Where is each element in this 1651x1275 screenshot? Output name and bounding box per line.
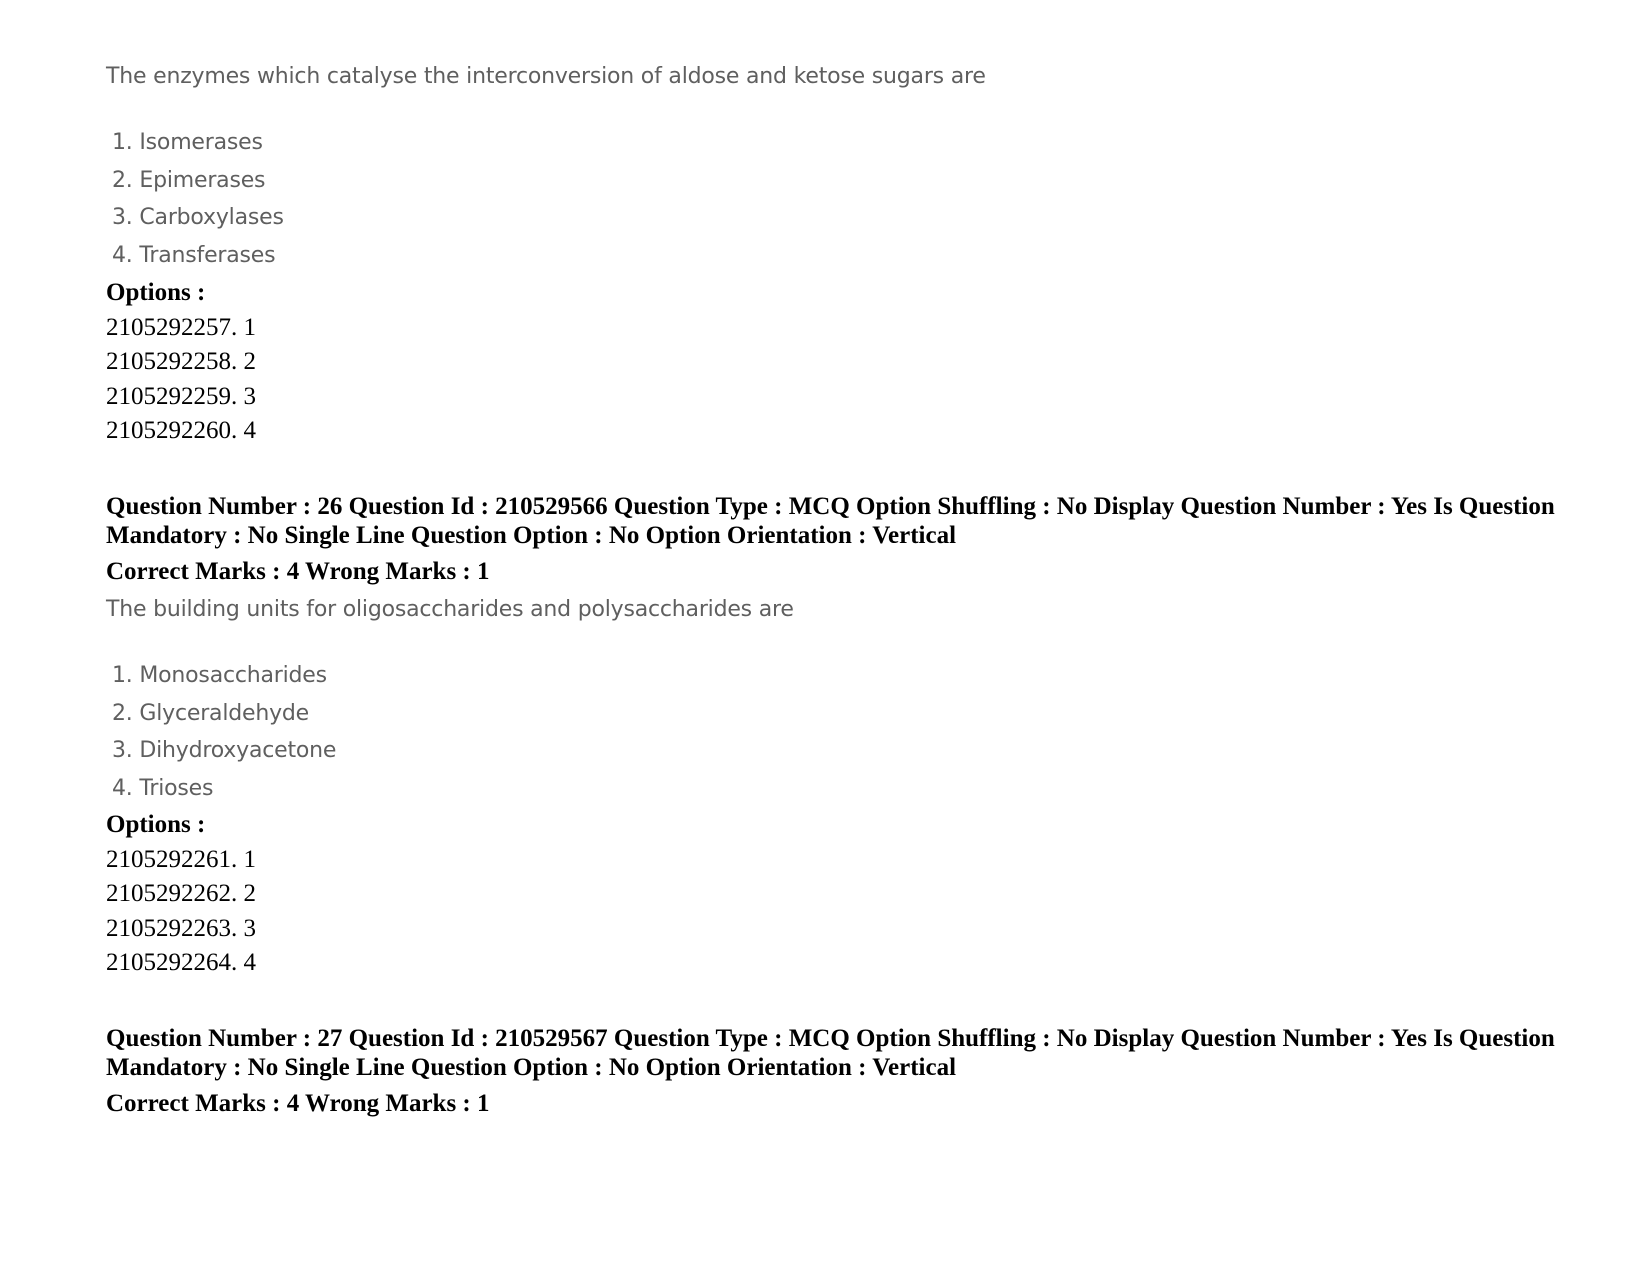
q25-stem: The enzymes which catalyse the interconversion of aldose and ketose sugars are [106, 64, 986, 89]
option-item: 2105292259. 3 [106, 382, 256, 410]
option-item: 2105292262. 2 [106, 880, 256, 908]
option-item: 2105292261. 1 [106, 846, 256, 873]
option-item: 2105292260. 4 [106, 416, 256, 444]
list-item: 2. Glyceraldehyde [112, 700, 309, 726]
list-item: 1. Monosaccharides [112, 663, 327, 688]
q25-answer-list [112, 124, 284, 275]
list-item: 3. Carboxylases [112, 205, 284, 231]
option-item: 2105292263. 3 [106, 914, 256, 942]
q27-marks: Correct Marks : 4 Wrong Marks : 1 [106, 1090, 490, 1117]
q26-meta [106, 492, 1566, 550]
option-item: 2105292258. 2 [106, 348, 256, 376]
q26-stem: The building units for oligosaccharides and polysaccharides are [106, 597, 794, 622]
list-item: 1. Isomerases [112, 130, 263, 155]
q25-options-label: Options : [106, 279, 206, 306]
q26-meta-line-1: Question Number : 26 Question Id : 210529566 Question Type : MCQ Option Shuffling : No Display Question Number : Yes Is Question [106, 493, 1555, 520]
q26-answer-list [112, 657, 336, 808]
option-item: 2105292257. 1 [106, 314, 256, 341]
q26-options-list [106, 843, 256, 980]
list-item: 4. Trioses [112, 776, 214, 802]
q27-meta [106, 1024, 1566, 1082]
q27-meta-line-2: Mandatory : No Single Line Question Option : No Option Orientation : Vertical [106, 1054, 957, 1081]
list-item: 4. Transferases [112, 243, 276, 269]
option-item: 2105292264. 4 [106, 948, 256, 976]
q26-options-label: Options : [106, 811, 206, 838]
q25-options-list [106, 311, 256, 448]
list-item: 2. Epimerases [112, 167, 266, 193]
q27-meta-line-1: Question Number : 27 Question Id : 210529567 Question Type : MCQ Option Shuffling : No Display Question Number : Yes Is Question [106, 1025, 1555, 1052]
q26-meta-line-2: Mandatory : No Single Line Question Option : No Option Orientation : Vertical [106, 522, 957, 549]
q26-marks: Correct Marks : 4 Wrong Marks : 1 [106, 558, 490, 585]
list-item: 3. Dihydroxyacetone [112, 738, 337, 764]
